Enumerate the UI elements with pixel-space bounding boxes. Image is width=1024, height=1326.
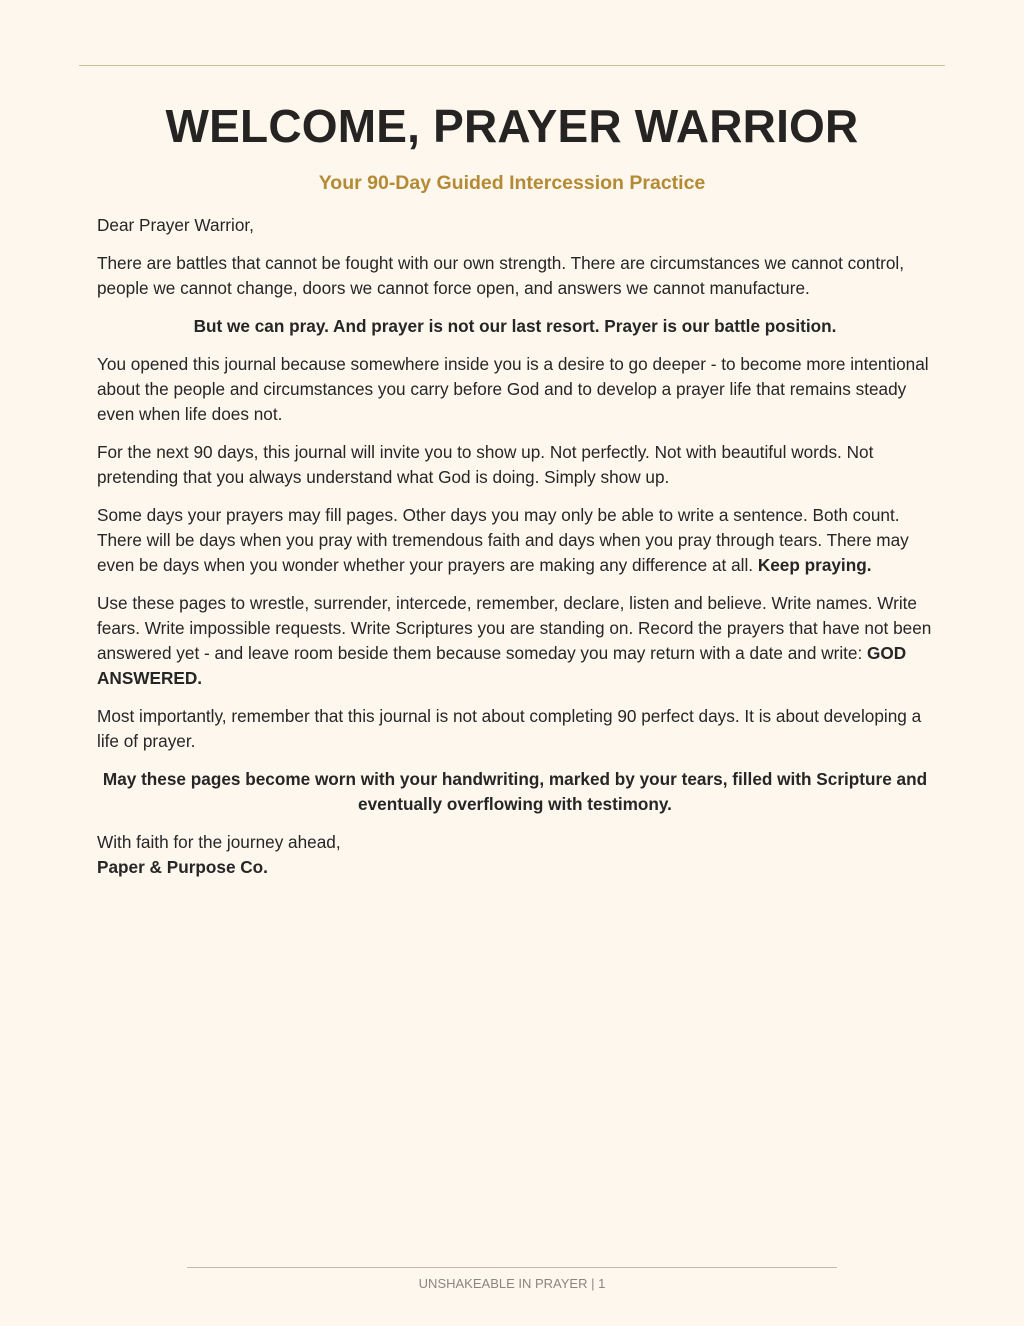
signature-brand: Paper & Purpose Co. bbox=[97, 857, 268, 877]
emphasis-battle-position: But we can pray. And prayer is not our last resort. Prayer is our battle position. bbox=[193, 316, 837, 336]
keep-praying-bold: Keep praying. bbox=[757, 555, 872, 575]
footer-divider bbox=[187, 1267, 837, 1268]
god-answered-bold: GOD ANSWERED. bbox=[97, 643, 907, 688]
signature-block bbox=[97, 830, 933, 880]
page-title: WELCOME, PRAYER WARRIOR bbox=[165, 100, 859, 152]
paragraph-keep-praying bbox=[97, 503, 933, 578]
paragraph-battles: There are battles that cannot be fought with our own strength. There are circumstances we cannot control, people we cannot change, doors we cannot force open, and answers we cannot manufacture. bbox=[97, 253, 904, 298]
closing-line: With faith for the journey ahead, bbox=[97, 832, 341, 852]
paragraph-keep-praying-text: Some days your prayers may fill pages. Other days you may only be able to write a sentence. Both count. There will be days when you pray with tremendous faith and days when you pray through tears. There may even be days when you wonder whether your prayers are making any difference at all. bbox=[97, 505, 909, 575]
paragraph-importantly: Most importantly, remember that this journal is not about completing 90 perfect days. It is about developing a life of prayer. bbox=[97, 706, 922, 751]
paragraph-go-deeper: You opened this journal because somewhere inside you is a desire to go deeper - to become more intentional about the people and circumstances you carry before God and to develop a prayer life that remains steady even when life does not. bbox=[97, 354, 929, 424]
letter-body bbox=[97, 213, 933, 893]
paragraph-show-up: For the next 90 days, this journal will invite you to show up. Not perfectly. Not with beautiful words. Not pretending that you always understand what God is doing. Simply show up. bbox=[97, 442, 874, 487]
page-footer: UNSHAKEABLE IN PRAYER | 1 bbox=[418, 1276, 606, 1291]
top-divider bbox=[79, 65, 945, 66]
salutation: Dear Prayer Warrior, bbox=[97, 215, 254, 235]
emphasis-worn-pages: May these pages become worn with your handwriting, marked by your tears, filled with Scripture and eventually overflowing with testimony. bbox=[102, 769, 928, 814]
paragraph-use-pages-text: Use these pages to wrestle, surrender, intercede, remember, declare, listen and believe. Write names. Write fears. Write impossible requests. Write Scriptures you are standing on. Record the prayers that have not been answered yet - and leave room beside them because someday you may return with a date and write: bbox=[97, 593, 932, 663]
page-subtitle: Your 90-Day Guided Intercession Practice bbox=[318, 172, 706, 194]
paragraph-use-pages bbox=[97, 591, 933, 691]
